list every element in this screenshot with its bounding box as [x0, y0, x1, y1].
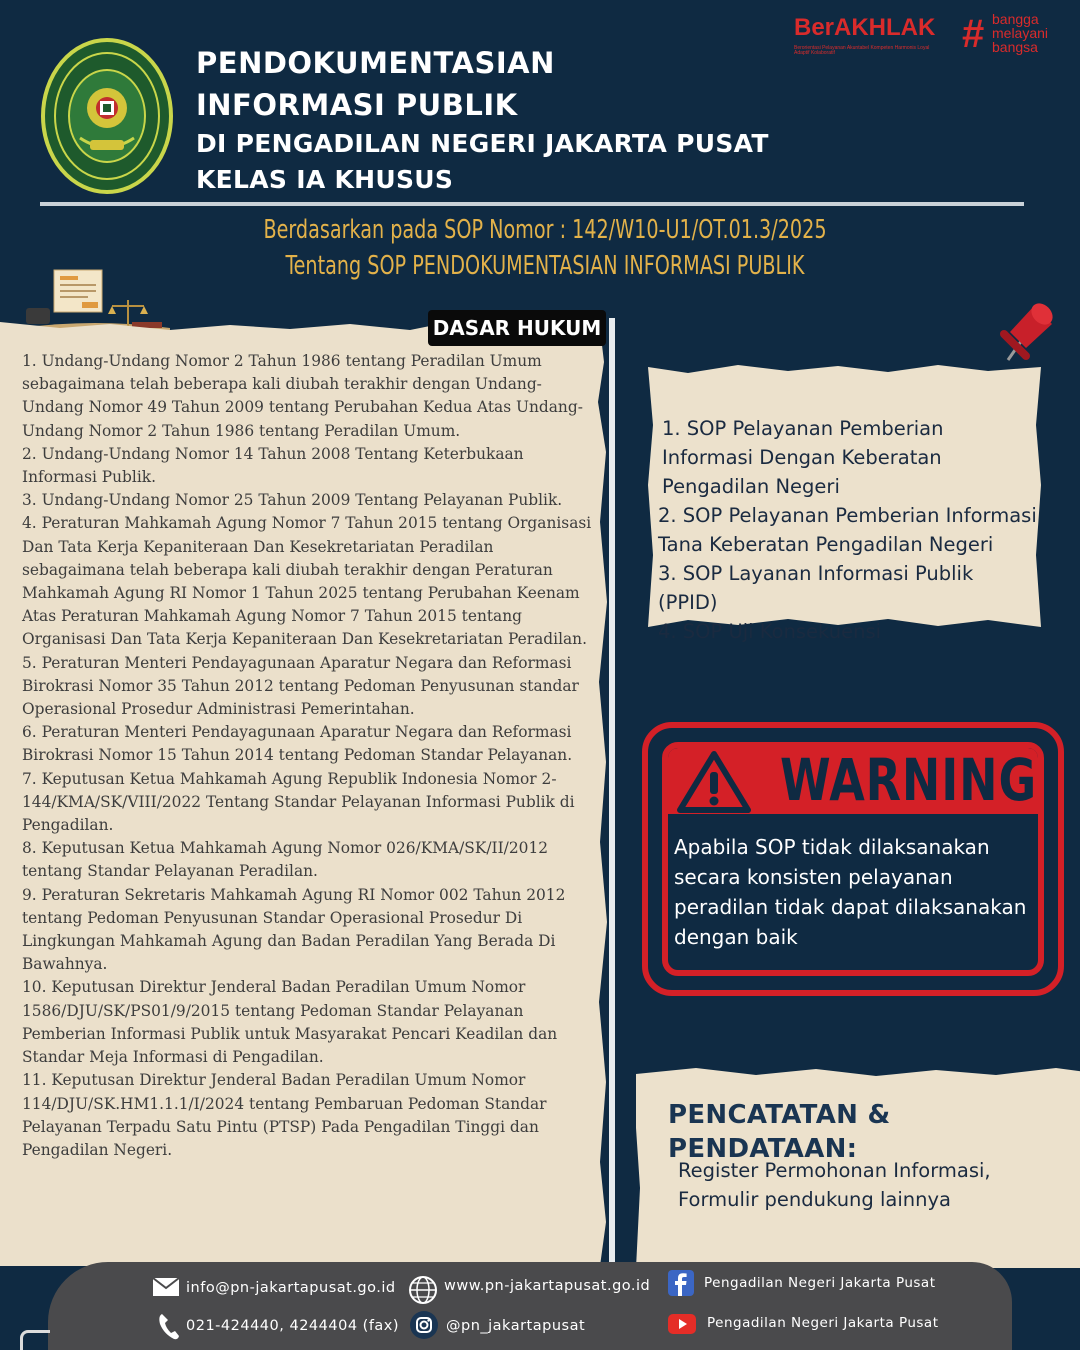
list-item: 2. SOP Pelayanan Pemberian Informasi Tana Keberatan Pengadilan Negeri: [658, 504, 1037, 556]
list-item: 3. Undang-Undang Nomor 25 Tahun 2009 Tentang Pelayanan Publik.: [22, 491, 563, 510]
title-line-1: PENDOKUMENTASIAN INFORMASI PUBLIK: [196, 46, 555, 122]
bangga-melayani-bangsa-logo: bangga melayani bangsa: [992, 11, 1049, 55]
footer-decoration: [20, 1330, 50, 1350]
warning-triangle-icon: [676, 750, 752, 814]
list-item: 8. Keputusan Ketua Mahkamah Agung Nomor 026/KMA/SK/II/2012 tentang Standar Pelayanan Peradilan.: [22, 839, 549, 881]
berakhlak-subtitle: Berorientasi Pelayanan Akuntabel Kompeten Harmonis Loyal Adaptif Kolaboratif: [794, 45, 930, 56]
email-icon: [152, 1277, 180, 1301]
email-link[interactable]: info@pn-jakartapusat.go.id: [186, 1280, 396, 1296]
list-item: 1. Undang-Undang Nomor 2 Tahun 1986 tentang Peradilan Umum sebagaimana telah beberapa kali diubah terakhir dengan Undang-Undang Nomor 49 Tahun 2009 tentang Perubahan Kedua Atas Undang-Undang Nomor 2 Tahun 1986 tentang Peradilan Umum.: [22, 352, 583, 440]
youtube-link[interactable]: Pengadilan Negeri Jakarta Pusat: [707, 1315, 939, 1331]
list-item: 5. Peraturan Menteri Pendayagunaan Aparatur Negara dan Reformasi Birokrasi Nomor 35 Tahun 2012 tentang Pedoman Penyusunan standar Operasional Prosedur Administrasi Pemerintahan.: [22, 653, 579, 719]
phone-link[interactable]: 021-424440, 4244404 (fax): [186, 1318, 400, 1334]
dasar-hukum-label: DASAR HUKUM: [428, 310, 606, 346]
list-item: 6. Peraturan Menteri Pendayagunaan Aparatur Negara dan Reformasi Birokrasi Nomor 15 Tahun 2014 tentang Pedoman Standar Pelayanan.: [22, 723, 573, 765]
push-pin-icon: [990, 298, 1060, 368]
legal-basis-list: [22, 350, 600, 1162]
page-title: [196, 42, 769, 198]
facebook-icon: [668, 1270, 694, 1300]
list-item: 4. Peraturan Mahkamah Agung Nomor 7 Tahun 2015 tentang Organisasi Dan Tata Kerja Kepaniteraan Dan Kesekretariatan Peradilan sebagaimana telah beberapa kali diubah terakhir dengan Peraturan Mahkamah Agung RI Nomor 1 Tahun 2025 tentang Perubahan Keenam Atas Peraturan Mahkamah Agung Nomor 7 Tahun 2015 tentang Organisasi Dan Tata Kerja Kepaniteraan Dan Kesekretariatan Peradilan.: [22, 514, 592, 649]
list-item: 3. SOP Layanan Informasi Publik (PPID): [658, 562, 974, 614]
pencatatan-text: Register Permohonan Informasi, Formulir pendukung lainnya: [678, 1159, 991, 1211]
globe-icon: [408, 1275, 438, 1309]
sop-reference: [98, 212, 992, 284]
phone-icon: [158, 1312, 180, 1344]
sop-reference-line-1: Berdasarkan pada SOP Nomor : 142/W10-U1/OT.01.3/2025: [263, 215, 827, 245]
list-item: 2. Undang-Undang Nomor 14 Tahun 2008 Tentang Keterbukaan Informasi Publik.: [22, 444, 524, 487]
instagram-link[interactable]: @pn_jakartapusat: [446, 1318, 586, 1334]
berakhlak-logo: BerAKHLAK: [794, 14, 936, 41]
list-item: 7. Keputusan Ketua Mahkamah Agung Republik Indonesia Nomor 2-144/KMA/SK/VIII/2022 Tentang Standar Pelayanan Informasi Publik di Pengadilan.: [22, 769, 575, 835]
warning-title: WARNING: [780, 746, 1038, 814]
instagram-icon: [410, 1311, 438, 1343]
pencatatan-heading: PENCATATAN & PENDATAAN:: [668, 1100, 891, 1164]
sop-list: [658, 414, 1038, 646]
website-link[interactable]: www.pn-jakartapusat.go.id: [444, 1278, 651, 1294]
list-item: 9. Peraturan Sekretaris Mahkamah Agung RI Nomor 002 Tahun 2012 tentang Pedoman Penyusunan Standar Operasional Prosedur Di Lingkungan Mahkamah Agung dan Badan Peradilan Yang Berada Di Bawahnya.: [22, 885, 566, 974]
sop-reference-line-2: Tentang SOP PENDOKUMENTASIAN INFORMASI PUBLIK: [285, 251, 805, 281]
header-divider: [40, 202, 1024, 206]
list-item: 11. Keputusan Direktur Jenderal Badan Peradilan Umum Nomor 114/DJU/SK.HM1.1.1/I/2024 tentang Pembaruan Pedoman Standar Pelayanan Terpadu Satu Pintu (PTSP) Pada Pengadilan Tinggi dan Pengadilan Negeri.: [22, 1071, 547, 1159]
facebook-link[interactable]: Pengadilan Negeri Jakarta Pusat: [704, 1275, 936, 1291]
youtube-icon: [668, 1314, 696, 1338]
list-item: 10. Keputusan Direktur Jenderal Badan Peradilan Umum Nomor 1586/DJU/SK/PS01/9/2015 tentang Pedoman Standar Pelayanan Pemberian Informasi Publik untuk Masyarakat Pencari Keadilan dan Standar Meja Informasi di Pengadilan.: [22, 978, 558, 1067]
hashtag-icon: #: [962, 12, 985, 56]
title-line-3: KELAS IA KHUSUS: [196, 165, 454, 194]
list-item: 1. SOP Pelayanan Pemberian Informasi Dengan Keberatan Pengadilan Negeri: [662, 417, 944, 498]
list-item: 4. SOP Uji Konsekuensi: [658, 620, 882, 643]
court-emblem-logo: [40, 38, 174, 194]
brand-logos: [794, 8, 1074, 68]
warning-text: Apabila SOP tidak dilaksanakan secara konsisten pelayanan peradilan tidak dapat dilaksanakan dengan baik: [674, 835, 1027, 949]
title-line-2: DI PENGADILAN NEGERI JAKARTA PUSAT: [196, 129, 769, 158]
vertical-divider: [609, 318, 615, 1268]
